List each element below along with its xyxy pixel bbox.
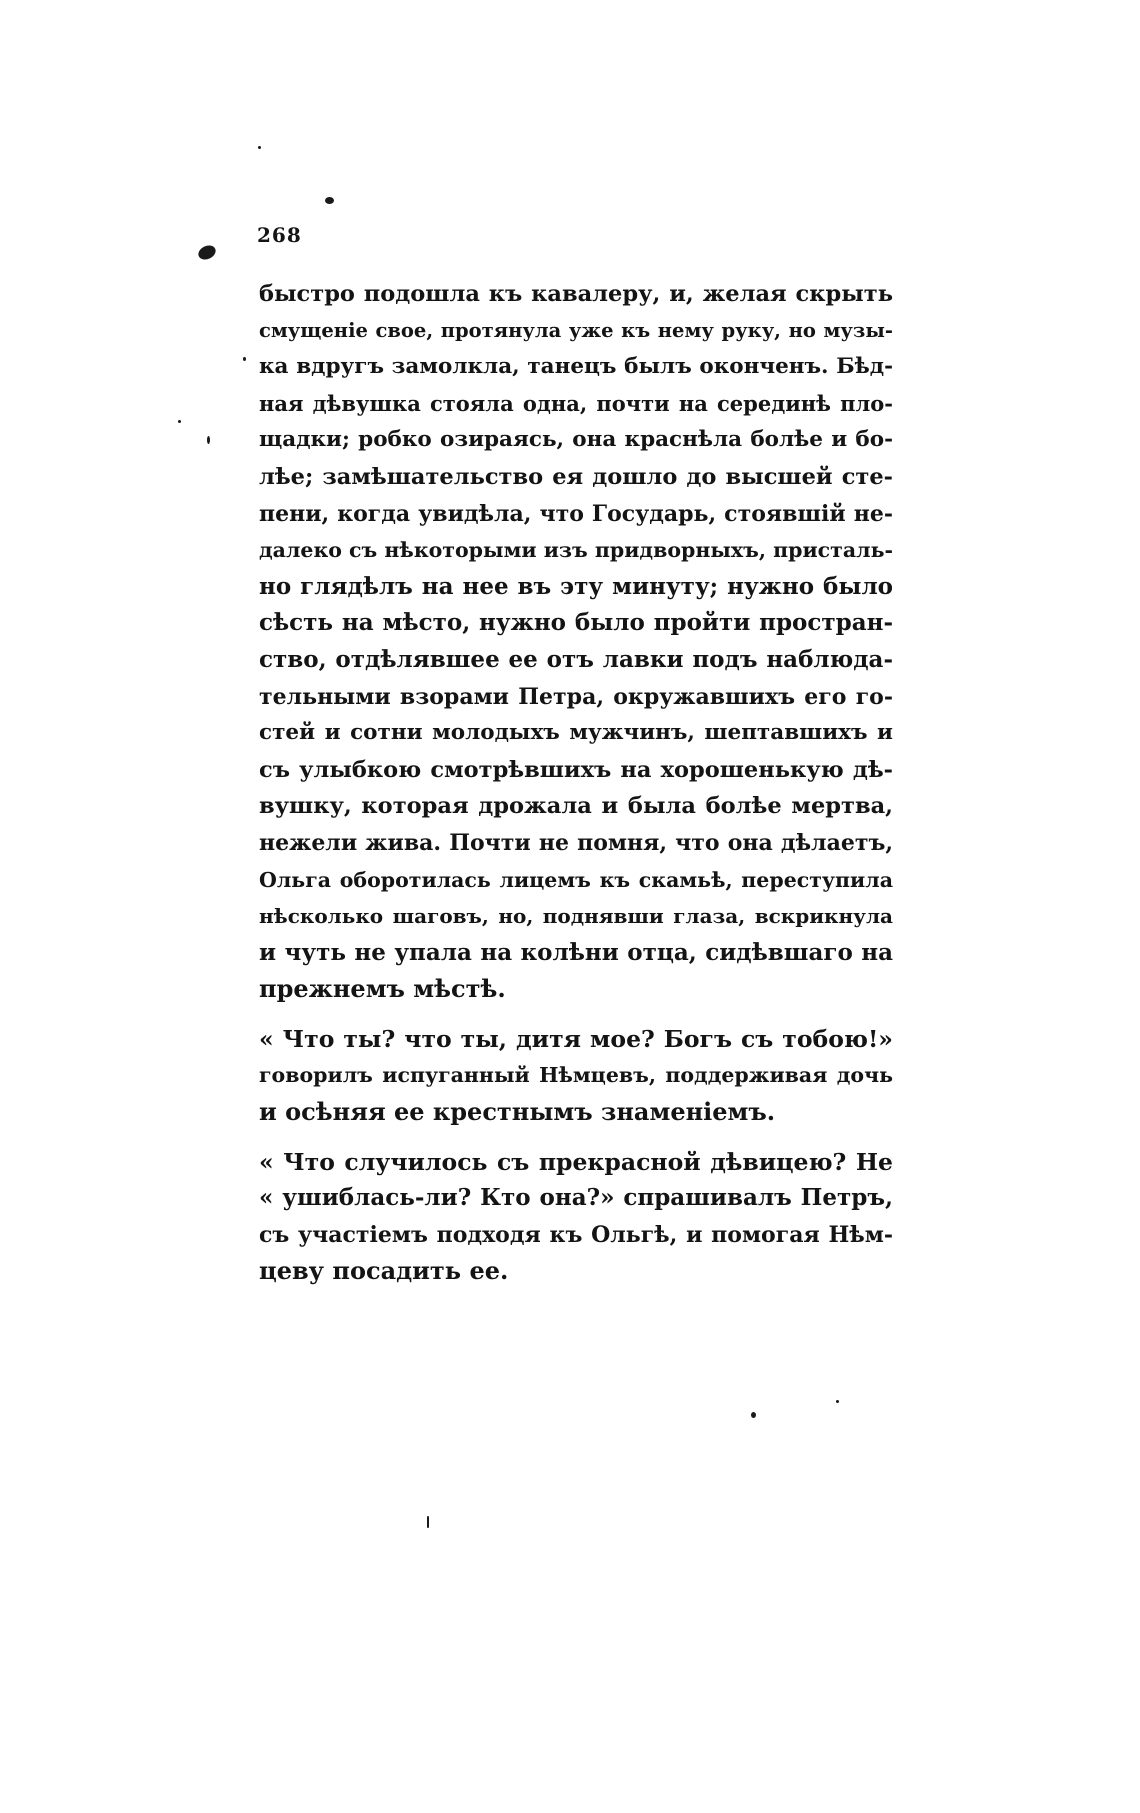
text-line: съ улыбкою смотрѣвшихъ на хорошенькую дѣ- — [259, 756, 893, 783]
paragraph-gap — [259, 1008, 893, 1021]
text-line: стей и сотни молодыхъ мужчинъ, шептавшихъ и — [259, 720, 893, 746]
text-line: лѣе; замѣшательство ея дошло до высшей сте- — [259, 463, 893, 490]
text-line: ство, отдѣлявшее ее отъ лавки подъ наблюда- — [259, 645, 893, 673]
text-line: « ушиблась-ли? Кто она?» спрашивалъ Петръ, — [259, 1184, 893, 1212]
text-line: цеву посадить ее. — [259, 1256, 509, 1286]
text-line: говорилъ испуганный Нѣмцевъ, поддерживая дочь — [259, 1063, 893, 1088]
paragraph — [259, 1021, 893, 1131]
paragraph-gap — [259, 1131, 893, 1144]
paragraph — [259, 1144, 893, 1290]
text-line: ная дѣвушка стояла одна, почти на серединѣ пло- — [259, 390, 893, 416]
ink-speck — [178, 420, 181, 423]
text-line: прежнемъ мѣстѣ. — [259, 974, 506, 1004]
paragraph — [259, 276, 893, 1008]
ink-speck — [258, 146, 261, 149]
text-line: ка вдругъ замолкла, танецъ былъ оконченъ. Бѣд- — [259, 354, 893, 380]
text-line: и чуть не упала на колѣни отца, сидѣвшаго на — [259, 938, 893, 966]
text-line: далеко съ нѣкоторыми изъ придворныхъ, присталь- — [259, 538, 893, 563]
text-line: но глядѣлъ на нее въ эту минуту; нужно было — [259, 572, 893, 600]
text-line: смущеніе свое, протянула уже къ нему руку, но музы- — [259, 318, 893, 342]
text-line: нѣсколько шаговъ, но, поднявши глаза, вскрикнула — [259, 904, 893, 929]
ink-speck — [207, 436, 210, 444]
text-line: сѣсть на мѣсто, нужно было пройти простран- — [259, 609, 893, 637]
text-line: вушку, которая дрожала и была болѣе мертва, — [259, 793, 893, 820]
text-line: « Что ты? что ты, дитя мое? Богъ съ тобою!» — [259, 1024, 893, 1053]
ink-speck — [751, 1412, 756, 1418]
text-line: и осѣняя ее крестнымъ знаменіемъ. — [259, 1097, 776, 1127]
text-line: щадки; робко озираясь, она краснѣла болѣе и бо- — [259, 427, 893, 453]
ink-blot — [196, 243, 218, 262]
text-line: пени, когда увидѣла, что Государь, стоявшій не- — [259, 500, 893, 527]
text-line: быстро подошла къ кавалеру, и, желая скрыть — [259, 281, 893, 307]
text-line: тельными взорами Петра, окружавшихъ его го- — [259, 683, 893, 710]
ink-speck — [325, 197, 334, 204]
ink-speck — [243, 357, 246, 361]
page-number: 268 — [257, 223, 302, 247]
text-line: съ участіемъ подходя къ Ольгѣ, и помогая Нѣм- — [259, 1221, 893, 1248]
body-text — [259, 276, 893, 1290]
ink-speck — [427, 1516, 429, 1528]
ink-speck — [836, 1400, 839, 1403]
text-line: Ольга оборотилась лицемъ къ скамьѣ, переступила — [259, 867, 893, 892]
text-line: нежели жива. Почти не помня, что она дѣлаетъ, — [259, 829, 893, 856]
text-line: « Что случилось съ прекрасной дѣвицею? Не — [259, 1147, 893, 1176]
